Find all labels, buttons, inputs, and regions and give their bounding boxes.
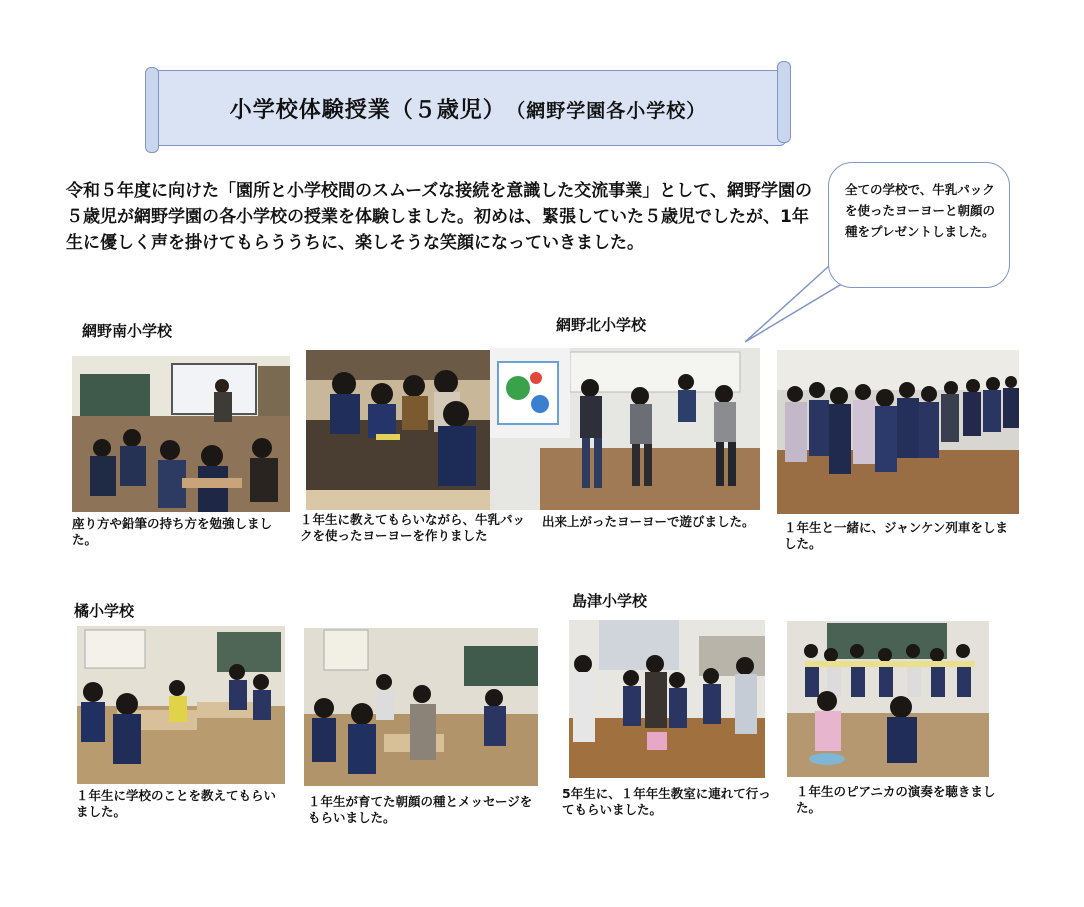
caption-p6: １年生が育てた朝顔の種とメッセージをもらいました。 — [308, 794, 533, 825]
school-label-kita: 網野北小学校 — [556, 316, 647, 334]
caption-p5: １年生に学校のことを教えてもらいました。 — [76, 788, 277, 819]
speech-bubble: 全ての学校で、牛乳パックを使ったヨーヨーと朝顔の種をプレゼントしました。 — [828, 162, 1010, 288]
page-title-sub: （網野学園各小学校） — [515, 99, 707, 122]
photo-yoyo-making — [306, 350, 518, 510]
caption-p4: １年生と一緒に、ジャンケン列車をしました。 — [784, 520, 1008, 551]
photo-classroom-minami — [72, 356, 290, 512]
photo-janken-train — [777, 350, 1019, 514]
photo-hallway-shimazu — [569, 620, 765, 778]
photo-yoyo-playing — [490, 348, 760, 510]
photo-tachibana-classroom — [77, 626, 285, 784]
intro-paragraph: 令和５年度に向けた「園所と小学校間のスムーズな接続を意識した交流事業」として、網野学園の５歳児が網野学園の各小学校の授業を体験しました。初めは、緊張していた５歳児でしたが、1年生に優しく声を掛けてもらううちに、楽しそうな笑顔になっていきました。 — [66, 181, 812, 253]
photo-pianica-performance — [787, 621, 989, 777]
caption-p1: 座り方や鉛筆の持ち方を勉強しました。 — [72, 516, 273, 547]
school-label-shimazu: 島津小学校 — [572, 592, 648, 610]
school-label-minami: 網野南小学校 — [82, 322, 173, 340]
page-title-main: 小学校体験授業（５歳児） — [229, 97, 506, 123]
caption-p2: １年生に教えてもらいながら、牛乳パックを使ったヨーヨーを作りました — [300, 512, 526, 543]
caption-p3: 出来上がったヨーヨーで遊びました。 — [542, 514, 755, 529]
school-label-tachibana: 橘小学校 — [74, 602, 135, 620]
page-title — [230, 93, 707, 124]
photo-morning-glory-seeds — [304, 628, 538, 786]
title-banner — [150, 70, 786, 146]
caption-p8: １年生のピアニカの演奏を聴きました。 — [796, 784, 996, 815]
caption-p7: 5年生に、１年年生教室に連れて行ってもらいました。 — [562, 786, 771, 817]
